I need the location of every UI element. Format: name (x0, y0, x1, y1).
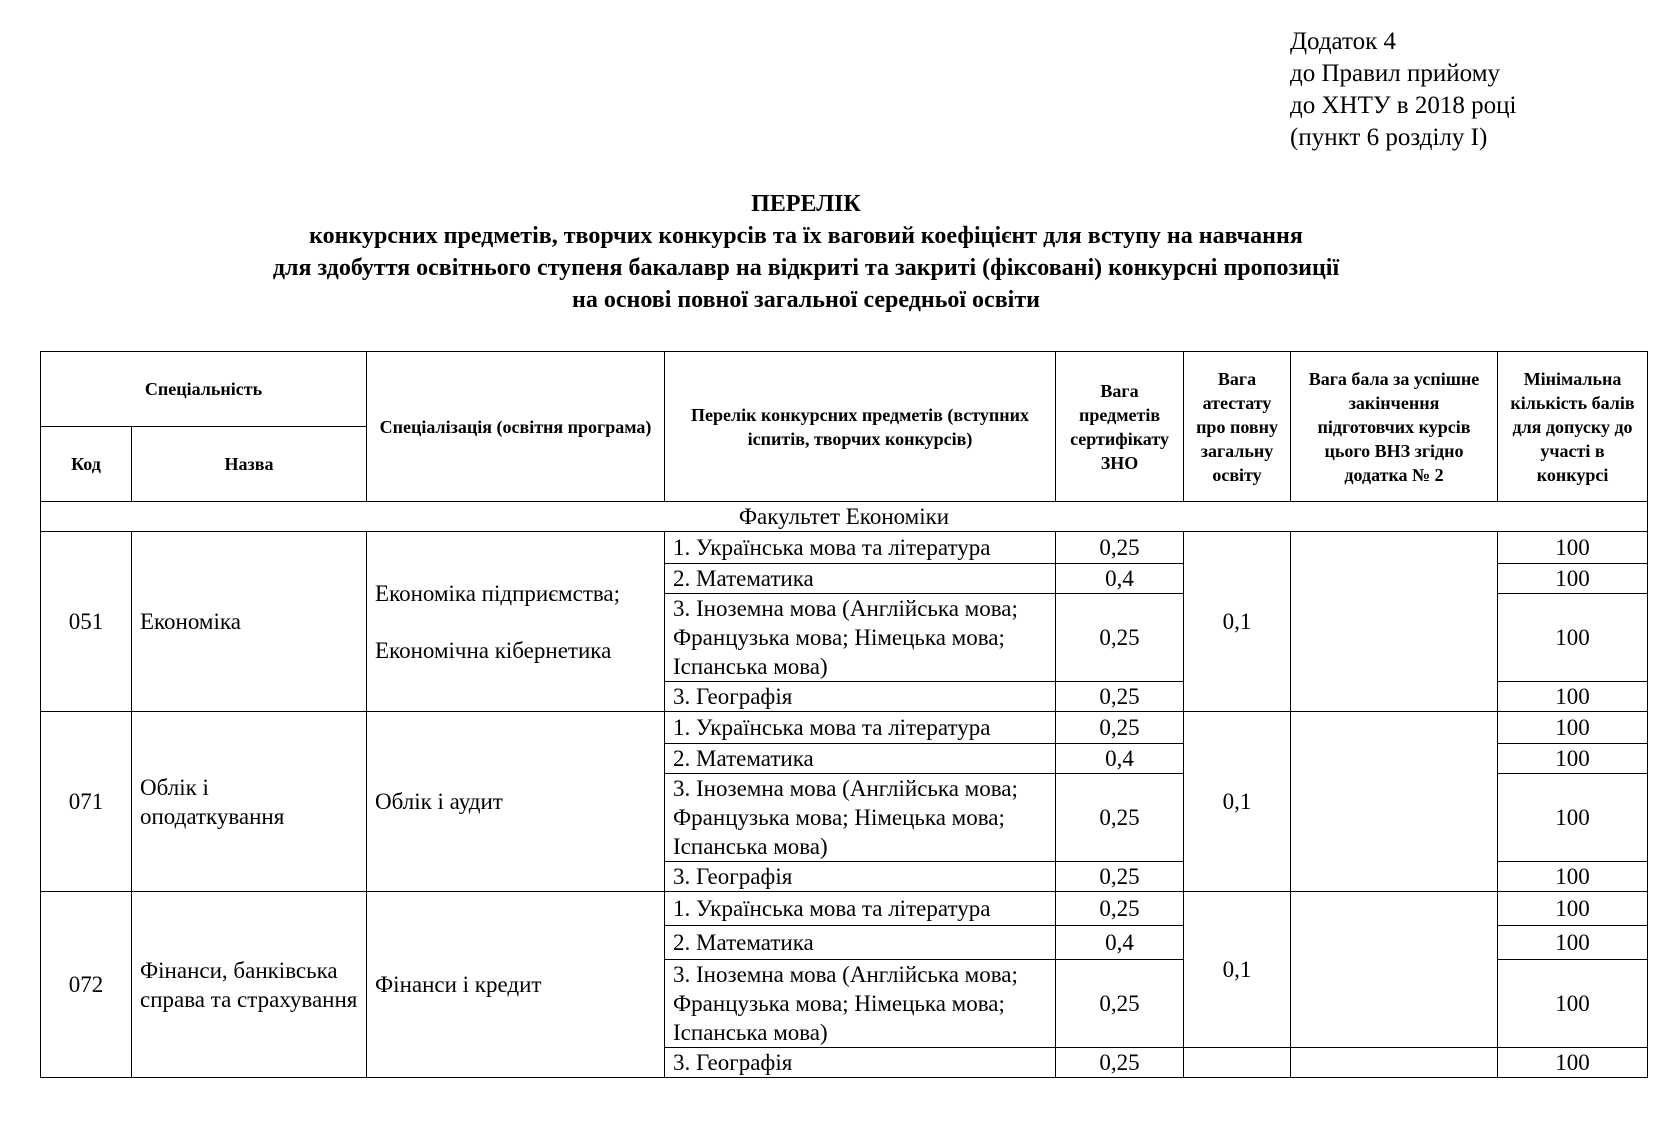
zno-weight: 0,25 (1056, 594, 1184, 682)
subject-name: 3. Іноземна мова (Англійська мова; Французька мова; Німецька мова; Іспанська мова) (665, 594, 1056, 682)
table-row (41, 712, 1648, 744)
header-zno-weight: Вага предметів сертифікату ЗНО (1056, 352, 1184, 502)
min-score: 100 (1498, 682, 1648, 712)
zno-weight: 0,25 (1056, 712, 1184, 744)
annex-reference (1290, 26, 1516, 154)
subject-name: 2. Математика (665, 926, 1056, 960)
subject-name: 1. Українська мова та література (665, 712, 1056, 744)
admission-table (40, 351, 1648, 1078)
specialization-line: Фінанси і кредит (375, 972, 542, 997)
min-score: 100 (1498, 774, 1648, 862)
certificate-weight: 0,1 (1184, 532, 1291, 712)
min-score: 100 (1498, 744, 1648, 774)
subject-name: 3. Іноземна мова (Англійська мова; Французька мова; Німецька мова; Іспанська мова) (665, 774, 1056, 862)
min-score: 100 (1498, 564, 1648, 594)
zno-weight: 0,25 (1056, 892, 1184, 926)
zno-weight: 0,4 (1056, 926, 1184, 960)
specialization (367, 712, 665, 892)
subject-name: 1. Українська мова та література (665, 532, 1056, 564)
specialization-line: Економічна кібернетика (375, 637, 612, 663)
certificate-weight: 0,1 (1184, 712, 1291, 892)
certificate-weight: 0,1 (1184, 892, 1291, 1048)
header-code: Код (41, 427, 132, 502)
specialty-code: 051 (41, 532, 132, 712)
specialty-code: 071 (41, 712, 132, 892)
faculty-row: Факультет Економіки (41, 502, 1648, 532)
title-line: для здобуття освітнього ступеня бакалавр на відкриті та закриті (фіксовані) конкурсні пропозиції (272, 255, 1340, 281)
annex-line: до Правил прийому (1290, 60, 1501, 87)
specialty-name: Фінанси, банківська справа та страхування (132, 892, 367, 1078)
zno-weight: 0,4 (1056, 744, 1184, 774)
table-body (41, 502, 1648, 1078)
min-score: 100 (1498, 892, 1648, 926)
specialization (367, 532, 665, 712)
table-row (41, 532, 1648, 564)
title-line: на основі повної загальної середньої освіти (572, 287, 1040, 313)
courses-weight (1291, 532, 1498, 712)
annex-line: до ХНТУ в 2018 році (1290, 92, 1517, 119)
spacer (375, 608, 656, 636)
min-score: 100 (1498, 712, 1648, 744)
header-certificate-weight: Вага атестату про повну загальну освіту (1184, 352, 1291, 502)
min-score: 100 (1498, 960, 1648, 1048)
specialty-name: Економіка (132, 532, 367, 712)
title-line: конкурсних предметів, творчих конкурсів та їх ваговий коефіцієнт для вступу на навчання (309, 223, 1303, 249)
courses-weight (1291, 892, 1498, 1048)
zno-weight: 0,25 (1056, 532, 1184, 564)
min-score: 100 (1498, 862, 1648, 892)
certificate-weight (1184, 1048, 1291, 1078)
zno-weight: 0,25 (1056, 862, 1184, 892)
subject-name: 2. Математика (665, 564, 1056, 594)
header-subjects: Перелік конкурсних предметів (вступних іспитів, творчих конкурсів) (665, 352, 1056, 502)
annex-line: (пункт 6 розділу I) (1290, 124, 1488, 151)
subject-name: 1. Українська мова та література (665, 892, 1056, 926)
annex-line: Додаток 4 (1290, 28, 1396, 55)
zno-weight: 0,25 (1056, 682, 1184, 712)
zno-weight: 0,25 (1056, 1048, 1184, 1078)
min-score: 100 (1498, 1048, 1648, 1078)
min-score: 100 (1498, 532, 1648, 564)
header-min-score: Мінімальна кількість балів для допуску до участі в конкурсі (1498, 352, 1648, 502)
subject-name: 3. Іноземна мова (Англійська мова; Французька мова; Німецька мова; Іспанська мова) (665, 960, 1056, 1048)
specialization-line: Економіка підприємства; (375, 580, 621, 606)
courses-weight (1291, 1048, 1498, 1078)
specialization-line: Облік і аудит (375, 789, 503, 814)
table-row (41, 892, 1648, 926)
zno-weight: 0,4 (1056, 564, 1184, 594)
header-name: Назва (132, 427, 367, 502)
subject-name: 3. Географія (665, 682, 1056, 712)
specialty-code: 072 (41, 892, 132, 1078)
subject-name: 3. Географія (665, 862, 1056, 892)
min-score: 100 (1498, 926, 1648, 960)
specialty-name: Облік і оподаткування (132, 712, 367, 892)
specialization (367, 892, 665, 1078)
document-title (0, 188, 1612, 316)
courses-weight (1291, 712, 1498, 892)
min-score: 100 (1498, 594, 1648, 682)
zno-weight: 0,25 (1056, 960, 1184, 1048)
title-line: ПЕРЕЛІК (751, 191, 861, 217)
subject-name: 2. Математика (665, 744, 1056, 774)
subject-name: 3. Географія (665, 1048, 1056, 1078)
zno-weight: 0,25 (1056, 774, 1184, 862)
header-specialty: Спеціальність (41, 352, 367, 427)
header-specialization: Спеціалізація (освітня програма) (367, 352, 665, 502)
header-courses-weight: Вага бала за успішне закінчення підготовчих курсів цього ВНЗ згідно додатка № 2 (1291, 352, 1498, 502)
